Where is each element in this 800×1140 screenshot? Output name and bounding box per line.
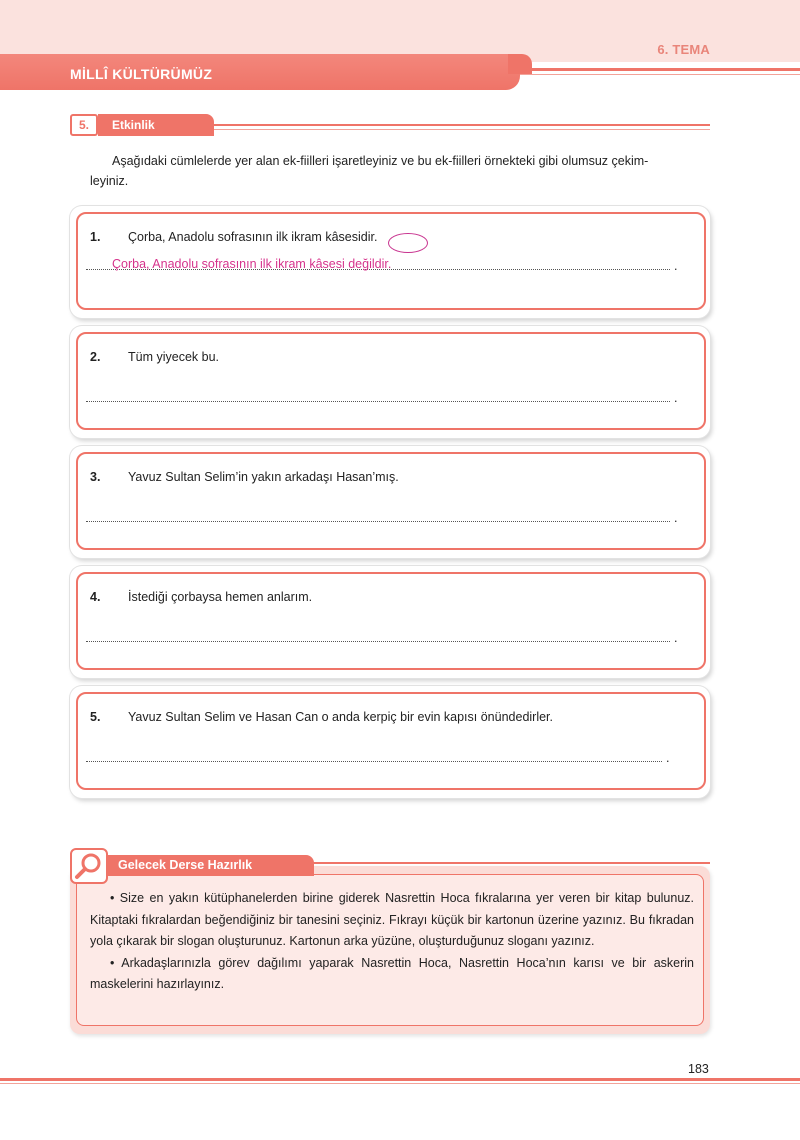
activity-number: 5. xyxy=(70,114,98,136)
activity-label: Etkinlik xyxy=(112,118,155,132)
answer-line[interactable] xyxy=(86,761,662,762)
question-number: 4. xyxy=(90,590,101,604)
question-number: 5. xyxy=(90,710,101,724)
preparation-paragraph-1: • Size en yakın kütüphanelerden birine giderek Nasrettin Hoca fıkralarına yer veren bir kitap bulunuz. Kitaptaki fıkralardan beğendiğiniz bir tanesini seçiniz. Fıkrayı küçük bir kartonun üzerine yazınız. Bu fıkradan yola çıkarak bir slogan oluşturunuz. Kartonun arka yüzüne, oluşturduğunuz sloganı yazınız. xyxy=(90,891,694,948)
footer-rule xyxy=(0,1078,800,1081)
instruction-line-2: leyiniz. xyxy=(90,174,129,188)
question-card-1 xyxy=(70,206,710,318)
footer-rule-thin xyxy=(0,1083,800,1084)
question-card-border xyxy=(76,692,706,790)
question-card-3 xyxy=(70,446,710,558)
question-card-border xyxy=(76,452,706,550)
preparation-rule xyxy=(310,862,710,864)
magnifier-icon xyxy=(70,848,108,884)
question-card-2 xyxy=(70,326,710,438)
activity-rule-thin xyxy=(214,129,710,130)
question-card-border xyxy=(76,332,706,430)
instruction-line-1: Aşağıdaki cümlelerde yer alan ek-fiilleri işaretleyiniz ve bu ek-fiilleri örnekteki gibi olumsuz çekim- xyxy=(112,154,649,168)
preparation-paragraph-2: • Arkadaşlarınızla görev dağılımı yaparak Nasrettin Hoca, Nasrettin Hoca’nın karısı ve bir askerin maskelerini hazırlayınız. xyxy=(90,955,694,991)
activity-instruction xyxy=(90,150,710,173)
answer-line-end: . xyxy=(674,259,678,273)
answer-text: Çorba, Anadolu sofrasının ilk ikram kâsesi değildir. xyxy=(112,257,392,271)
answer-line[interactable] xyxy=(86,641,670,642)
unit-title-tab-corner xyxy=(508,54,532,74)
answer-line-end: . xyxy=(674,631,678,645)
activity-rule xyxy=(214,124,710,126)
question-text: Yavuz Sultan Selim’in yakın arkadaşı Hasan’mış. xyxy=(128,470,399,484)
answer-line-end: . xyxy=(674,511,678,525)
unit-title: MİLLÎ KÜLTÜRÜMÜZ xyxy=(70,66,213,82)
theme-label: 6. TEMA xyxy=(657,42,710,57)
preparation-title: Gelecek Derse Hazırlık xyxy=(118,858,253,872)
question-card-4 xyxy=(70,566,710,678)
magnifier-icon-graphic xyxy=(72,850,106,882)
question-card-border xyxy=(76,572,706,670)
page-number: 183 xyxy=(688,1062,709,1076)
question-text: Yavuz Sultan Selim ve Hasan Can o anda kerpiç bir evin kapısı önündedirler. xyxy=(128,710,554,724)
question-text: İstediği çorbaysa hemen anlarım. xyxy=(128,590,313,604)
header-rule-thin xyxy=(520,74,800,75)
question-number: 1. xyxy=(90,230,101,244)
preparation-text xyxy=(90,888,694,996)
question-number: 2. xyxy=(90,350,101,364)
answer-line-end: . xyxy=(666,751,670,765)
question-number: 3. xyxy=(90,470,101,484)
header-rule xyxy=(520,68,800,71)
question-card-5 xyxy=(70,686,710,798)
answer-line-end: . xyxy=(674,391,678,405)
answer-line[interactable] xyxy=(86,401,670,402)
question-text: Tüm yiyecek bu. xyxy=(128,350,220,364)
answer-line[interactable] xyxy=(86,521,670,522)
question-text: Çorba, Anadolu sofrasının ilk ikram kâsesidir. xyxy=(128,230,378,244)
ek-fiil-circle-mark xyxy=(388,233,428,253)
